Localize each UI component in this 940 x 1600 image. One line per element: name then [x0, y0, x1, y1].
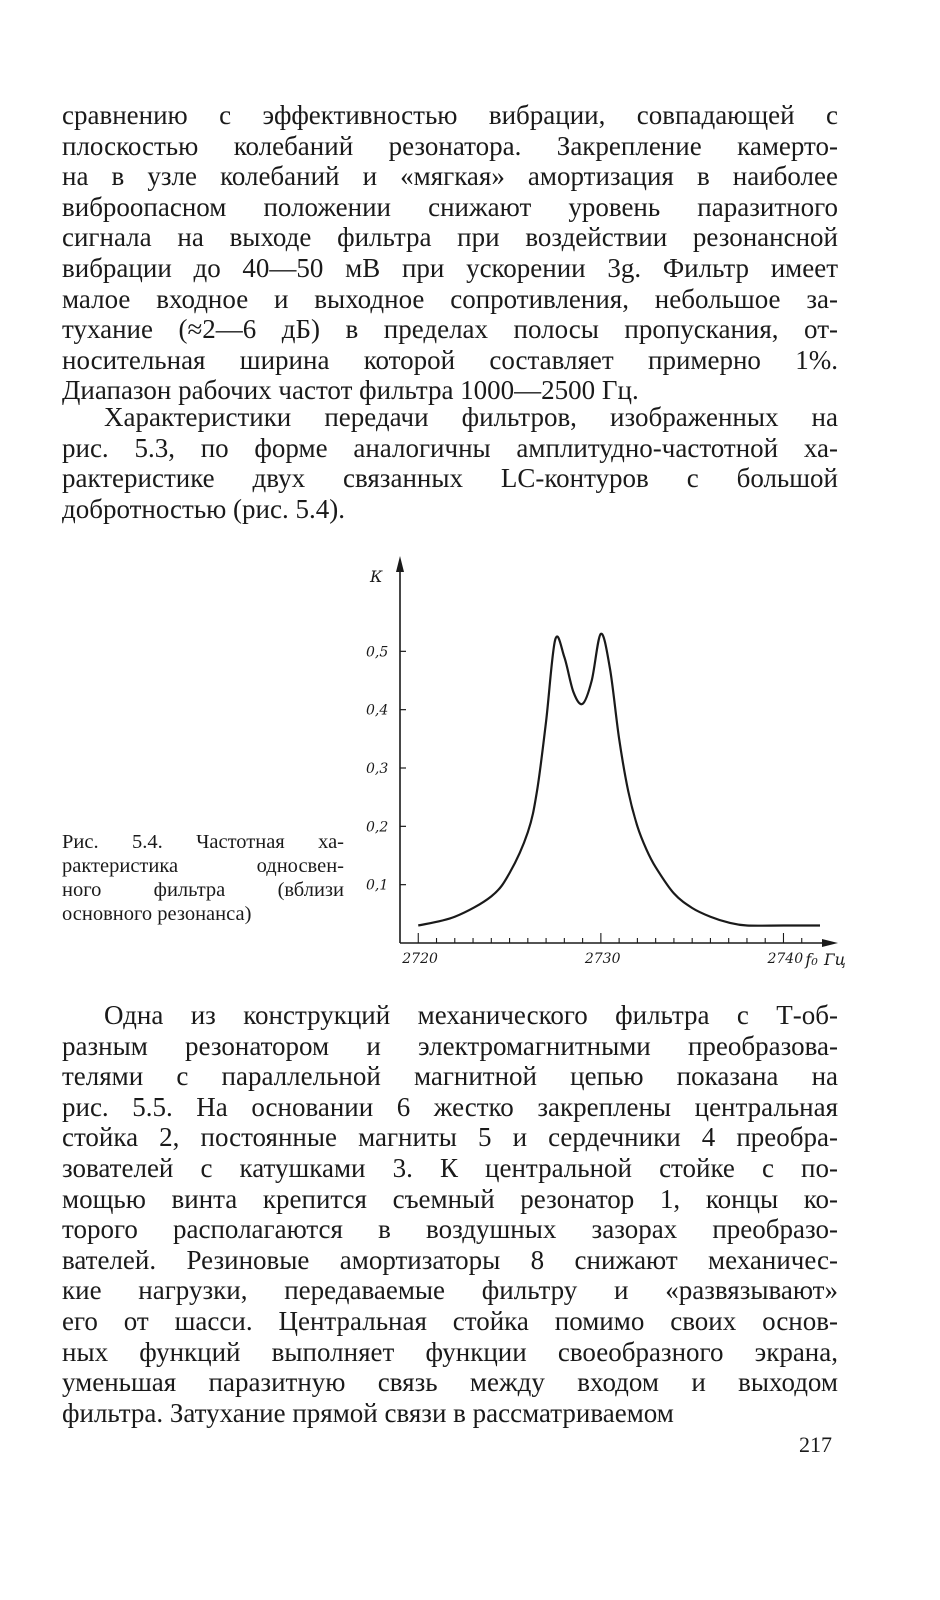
response-curve — [418, 634, 820, 926]
text-line: плоскостью колебаний резонатора. Закрепление камерто- — [62, 130, 838, 161]
x-tick-label: 2730 — [584, 951, 621, 967]
paragraph-1 — [62, 100, 838, 406]
text-line: на в узле колебаний и «мягкая» амортизация в наиболее — [62, 161, 838, 192]
text-line: разным резонатором и электромагнитными преобразова- — [62, 1030, 838, 1061]
text-line: рис. 5.5. На основании 6 жестко закреплены центральная — [62, 1091, 838, 1122]
y-axis-arrow — [396, 556, 404, 572]
text-line: фильтра. Затухание прямой связи в рассматриваемом — [62, 1397, 674, 1428]
y-axis-label: К — [370, 567, 383, 586]
text-line: Рис. 5.4. Частотная ха- — [62, 831, 344, 853]
text-line: вателей. Резиновые амортизаторы 8 снижают механичес- — [62, 1244, 838, 1275]
y-tick-label: 0,4 — [366, 702, 389, 719]
text-line: рактеристика односвен- — [62, 855, 344, 877]
frequency-response-chart — [340, 548, 846, 978]
text-line: тухание (≈2—6 дБ) в пределах полосы пропускания, от- — [62, 314, 838, 345]
text-line: сравнению с эффективностью вибрации, совпадающей с — [62, 100, 838, 130]
x-tick-label: 2720 — [402, 951, 438, 967]
text-line: мощью винта крепится съемный резонатор 1, концы ко- — [62, 1183, 838, 1214]
text-line: Диапазон рабочих частот фильтра 1000—2500 Гц. — [62, 375, 639, 406]
x-tick-label: 2740 — [767, 951, 804, 967]
x-axis-label: Гц — [824, 950, 846, 969]
text-line: рактеристике двух связанных LC-контуров с большой — [62, 463, 838, 494]
text-line: носительная ширина которой составляет примерно 1%. — [62, 344, 838, 375]
text-line: зователей с катушками 3. К центральной стойке с по- — [62, 1152, 838, 1183]
text-line: Одна из конструкций механического фильтра с Т-об- — [104, 1000, 838, 1030]
paragraph-3 — [62, 1000, 838, 1428]
text-line: ного фильтра (вблизи — [62, 879, 344, 901]
y-tick-label: 0,2 — [366, 819, 389, 836]
x-axis-ticks — [401, 933, 846, 969]
text-line: рис. 5.3, по форме аналогичны амплитудно-частотной ха- — [62, 432, 838, 463]
page-number: 217 — [799, 1432, 832, 1457]
text-line: вибрации до 40—50 мВ при ускорении 3g. Фильтр имеет — [62, 252, 838, 283]
text-line: стойка 2, постоянные магниты 5 и сердечники 4 преобра- — [62, 1122, 838, 1153]
x-axis-arrow — [822, 939, 838, 947]
y-tick-label: 0,5 — [366, 644, 389, 661]
y-tick-label: 0,3 — [366, 761, 389, 777]
figure-caption — [62, 830, 344, 926]
text-line: виброопасном положении снижают уровень паразитного — [62, 191, 838, 222]
text-line: Характеристики передачи фильтров, изображенных на — [104, 402, 838, 432]
text-line: телями с параллельной магнитной цепью показана на — [62, 1061, 838, 1092]
text-line: сигнала на выходе фильтра при воздействии резонансной — [62, 222, 838, 253]
text-line: торого располагаются в воздушных зазорах преобразо- — [62, 1214, 838, 1245]
text-line: добротностью (рис. 5.4). — [62, 493, 345, 524]
text-line: его от шасси. Центральная стойка помимо своих основ- — [62, 1305, 838, 1336]
text-line: основного резонанса) — [62, 903, 252, 925]
f0-marker-label: f₀ — [805, 950, 818, 969]
text-line: уменьшая паразитную связь между входом и выходом — [62, 1367, 838, 1398]
paragraph-2 — [62, 402, 838, 524]
chart-axes — [369, 556, 838, 947]
y-tick-label: 0,1 — [366, 877, 389, 894]
text-line: ных функций выполняет функции своеобразного экрана, — [62, 1336, 838, 1367]
text-line: малое входное и выходное сопротивления, небольшое за- — [62, 283, 838, 314]
text-line: кие нагрузки, передаваемые фильтру и «развязывают» — [62, 1275, 838, 1306]
